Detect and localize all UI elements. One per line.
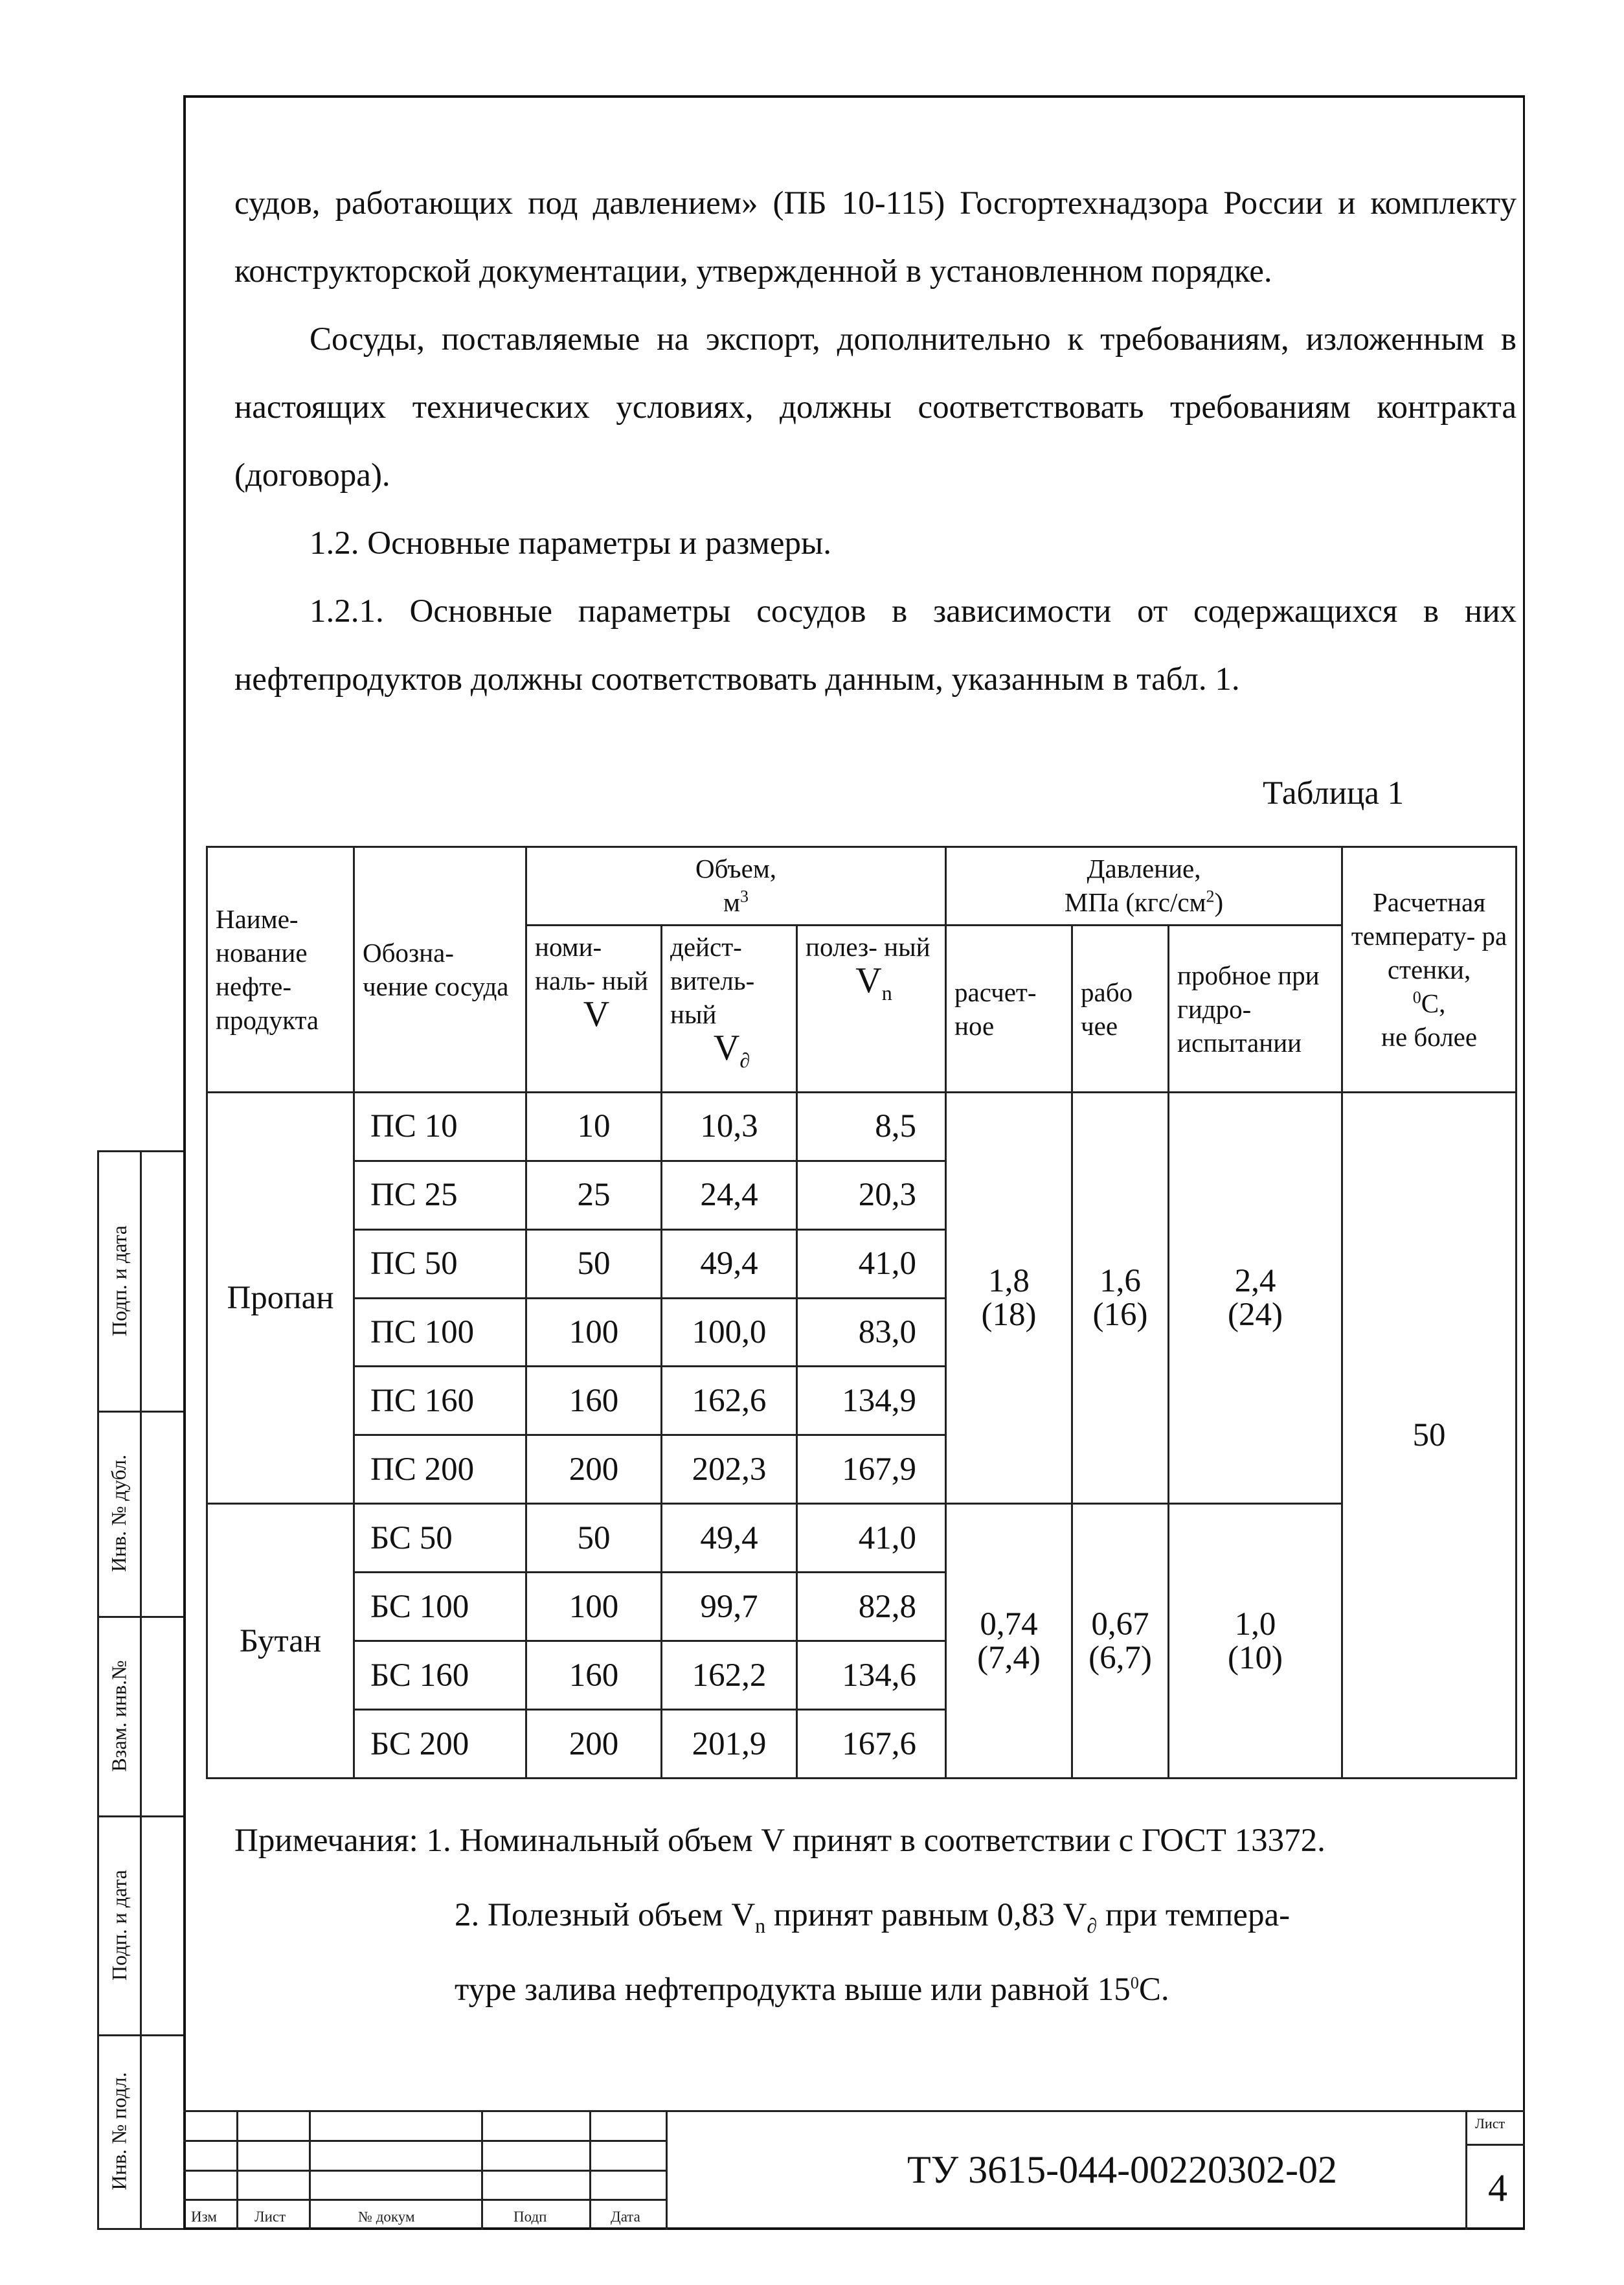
product-propane: Пропан [207, 1092, 354, 1503]
code-cell: ПС 10 [354, 1092, 526, 1161]
note-1 [234, 1804, 1325, 1878]
volume-unit-sup: 3 [739, 887, 749, 906]
side-label [97, 1411, 141, 1616]
vd-cell: 99,7 [662, 1573, 797, 1641]
vd-cell: 24,4 [662, 1161, 797, 1229]
v-cell: 160 [526, 1367, 662, 1435]
table-caption: Таблица 1 [1263, 775, 1404, 812]
product-butane: Бутан [207, 1504, 354, 1779]
v-cell: 200 [526, 1710, 662, 1779]
paragraph-1: судов, работающих под давлением» (ПБ 10-115) Госгортехнадзора России и комплекту конструкторской документации, утвержденной в установленном порядке. [234, 185, 1517, 290]
vol-actual-label: дейст- витель- ный [670, 932, 755, 1030]
note-2-line-2 [234, 1953, 1325, 2027]
code-cell: ПС 25 [354, 1161, 526, 1229]
title-block-line [309, 2110, 311, 2230]
vd-cell: 162,6 [662, 1367, 797, 1435]
header-temp-limit: не более [1381, 1021, 1478, 1052]
header-p-test [1169, 926, 1342, 1093]
side-stamp [97, 1150, 183, 2230]
title-block-line [589, 2110, 591, 2230]
code-cell: БС 200 [354, 1710, 526, 1779]
butane-p-test-kgf: (10) [1228, 1639, 1283, 1676]
p-work-label: рабо чее [1081, 977, 1133, 1041]
vn-cell: 167,9 [797, 1435, 946, 1504]
col-izm: Изм [191, 2209, 217, 2225]
notes-label: Примечания: [234, 1823, 418, 1859]
side-label-text: Подп. и дата [107, 1225, 131, 1336]
vn-cell: 82,8 [797, 1573, 946, 1641]
code-cell: ПС 160 [354, 1367, 526, 1435]
title-block-line [236, 2110, 238, 2230]
vd-cell: 201,9 [662, 1710, 797, 1779]
header-p-work [1072, 926, 1169, 1093]
vn-cell: 8,5 [797, 1092, 946, 1161]
header-temp-label: Расчетная температу- ра стенки, [1351, 887, 1507, 984]
sheet-label: Лист [1475, 2115, 1506, 2132]
v-cell: 50 [526, 1229, 662, 1298]
note-2-line2-a: туре залива нефтепродукта выше или равной 15 [455, 1972, 1131, 2008]
temperature-value: 50 [1342, 1092, 1517, 1778]
header-pressure-unit [949, 885, 1338, 919]
side-label-text: Инв. № дубл. [107, 1454, 131, 1573]
v-cell: 25 [526, 1161, 662, 1229]
v-cell: 100 [526, 1573, 662, 1641]
header-p-design [946, 926, 1072, 1093]
side-stamp-line [97, 2228, 183, 2230]
vol-useful-sub: n [881, 981, 892, 1005]
sheet-number: 4 [1488, 2166, 1507, 2209]
butane-p-work [1072, 1504, 1169, 1779]
vn-cell: 134,9 [797, 1367, 946, 1435]
v-cell: 50 [526, 1504, 662, 1573]
paragraph-3: 1.2. Основные параметры и размеры. [310, 525, 831, 562]
vd-cell: 10,3 [662, 1092, 797, 1161]
vd-cell: 202,3 [662, 1435, 797, 1504]
vol-actual-symbol [670, 1028, 793, 1073]
side-label-text: Взам. инв.№ [107, 1659, 131, 1772]
col-date: Дата [611, 2209, 640, 2225]
vol-useful-symbol [806, 961, 942, 1005]
code-cell: БС 50 [354, 1504, 526, 1573]
pressure-unit-end: ) [1214, 887, 1224, 917]
butane-p-design [946, 1504, 1072, 1779]
p-design-label: расчет- ное [954, 977, 1037, 1041]
header-temp-unit [1346, 986, 1513, 1020]
vn-cell: 167,6 [797, 1710, 946, 1779]
volume-unit: м [723, 887, 740, 917]
note-1-text: 1. Номинальный объем V принят в соответствии с ГОСТ 13372. [426, 1823, 1325, 1859]
header-vol-actual [662, 926, 797, 1093]
side-label-text: Инв. № подл. [107, 2072, 131, 2190]
document-code: ТУ 3615-044-00220302-02 [907, 2148, 1338, 2191]
side-label [97, 2034, 141, 2228]
parameters-table [206, 846, 1517, 1779]
title-block-line [183, 2170, 666, 2172]
header-vol-nominal [526, 926, 662, 1093]
vd-cell: 100,0 [662, 1298, 797, 1367]
propane-p-design-kgf: (18) [981, 1297, 1037, 1334]
header-temperature [1342, 847, 1517, 1093]
note-2-b: принят равным 0,83 V [765, 1897, 1087, 1933]
body-text [234, 170, 1517, 714]
vol-nominal-symbol: V [583, 994, 610, 1035]
paragraph-2: Сосуды, поставляемые на экспорт, дополнительно к требованиям, изложенным в настоящих технических условиях, должны соответствовать требованиям контракта (договора). [234, 321, 1517, 494]
note-2-c: при темпера- [1097, 1897, 1291, 1933]
title-block-line [183, 2140, 666, 2142]
side-label [97, 1616, 141, 1815]
note-2-line2-sup: 0 [1130, 1973, 1139, 1992]
propane-p-work [1072, 1092, 1169, 1503]
header-vol-useful [797, 926, 946, 1093]
note-2-a: 2. Полезный объем V [455, 1897, 756, 1933]
header-volume-unit [530, 885, 942, 919]
butane-p-design-kgf: (7,4) [977, 1639, 1041, 1676]
butane-p-design-value: 0,74 [980, 1606, 1038, 1643]
notes [234, 1804, 1325, 2027]
v-cell: 160 [526, 1641, 662, 1710]
code-cell: БС 160 [354, 1641, 526, 1710]
v-cell: 100 [526, 1298, 662, 1367]
header-product-label: Наиме- нование нефте- продукта [216, 904, 319, 1035]
header-designation [354, 847, 526, 1093]
vol-actual-sub: ∂ [739, 1049, 750, 1073]
header-product [207, 847, 354, 1093]
propane-p-work-kgf: (16) [1092, 1297, 1148, 1334]
vn-cell: 41,0 [797, 1504, 946, 1573]
vd-cell: 49,4 [662, 1229, 797, 1298]
vol-actual-sym: V [713, 1028, 740, 1069]
paragraph-4: 1.2.1. Основные параметры сосудов в зависимости от содержащихся в них нефтепродуктов должны соответствовать данным, указанным в табл. 1. [234, 593, 1517, 698]
col-sign: Подп [513, 2209, 547, 2225]
propane-p-test-kgf: (24) [1228, 1297, 1283, 1334]
propane-p-test [1169, 1092, 1342, 1503]
butane-p-test-value: 1,0 [1234, 1606, 1276, 1643]
butane-p-work-value: 0,67 [1091, 1606, 1149, 1643]
note-2-line2-b: С. [1138, 1972, 1169, 2008]
side-label-text: Подп. и дата [107, 1869, 131, 1981]
vd-cell: 49,4 [662, 1504, 797, 1573]
v-cell: 200 [526, 1435, 662, 1504]
header-volume [526, 847, 946, 926]
vol-nominal-label: номи- наль- ный [535, 932, 648, 996]
title-block-line [1465, 2144, 1525, 2146]
temp-unit: С, [1421, 988, 1446, 1018]
title-block-line [183, 2199, 666, 2201]
code-cell: БС 100 [354, 1573, 526, 1641]
title-block-line [666, 2110, 668, 2230]
p-test-label: пробное при гидро- испытании [1177, 960, 1320, 1058]
title-block-line [481, 2110, 483, 2230]
v-cell: 10 [526, 1092, 662, 1161]
vn-cell: 41,0 [797, 1229, 946, 1298]
code-cell: ПС 50 [354, 1229, 526, 1298]
header-pressure [946, 847, 1342, 926]
vd-cell: 162,2 [662, 1641, 797, 1710]
title-block [183, 2110, 1525, 2230]
propane-p-design [946, 1092, 1072, 1503]
title-block-line [1465, 2110, 1467, 2230]
header-volume-label: Объем, [695, 854, 777, 883]
temp-unit-sup: 0 [1412, 988, 1421, 1007]
header-pressure-label: Давление, [1087, 854, 1201, 883]
butane-p-work-kgf: (6,7) [1088, 1639, 1152, 1676]
pressure-unit-sup: 2 [1206, 887, 1215, 906]
vol-useful-label: полез- ный [806, 932, 930, 962]
side-label [97, 1150, 141, 1411]
code-cell: ПС 100 [354, 1298, 526, 1367]
col-doc: № докум [358, 2209, 415, 2225]
side-label [97, 1815, 141, 2034]
propane-p-test-value: 2,4 [1234, 1263, 1276, 1300]
code-cell: ПС 200 [354, 1435, 526, 1504]
header-designation-label: Обозна- чение сосуда [363, 937, 509, 1001]
vn-cell: 134,6 [797, 1641, 946, 1710]
note-2 [234, 1878, 1325, 1953]
pressure-unit: МПа (кгс/см [1064, 887, 1206, 917]
note-2-sub: n [755, 1914, 766, 1938]
butane-p-test [1169, 1504, 1342, 1779]
vol-useful-sym: V [855, 961, 882, 1001]
vn-cell: 83,0 [797, 1298, 946, 1367]
title-block-line [183, 2110, 1525, 2112]
col-list: Лист [254, 2209, 286, 2225]
propane-p-work-value: 1,6 [1100, 1263, 1141, 1300]
vn-cell: 20,3 [797, 1161, 946, 1229]
note-2-sub2: ∂ [1087, 1914, 1098, 1938]
propane-p-design-value: 1,8 [988, 1263, 1030, 1300]
